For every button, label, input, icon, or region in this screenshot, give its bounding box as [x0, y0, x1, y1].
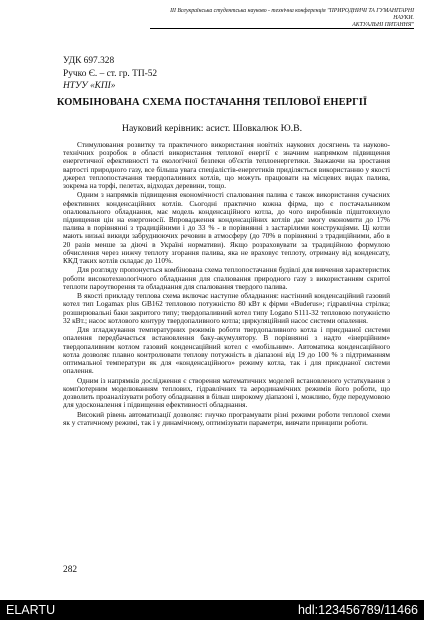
paragraph-6: Одним із напрямків дослідження є створення математичних моделей встановленого устаткування з комп'ютерним моделюванням теплових, гідравлічних та аеродинамічних режимів його роботи, що дозволить проаналізувати роботу обладнання в більш широкому діапазоні і, можливо, буде передумовою для удосконалення і підвищення ефективності обладнання. — [63, 375, 390, 410]
article-meta — [63, 55, 157, 93]
page-number: 282 — [63, 565, 78, 575]
conference-header-line-2: АКТУАЛЬНІ ПИТАННЯ" — [352, 21, 414, 28]
supervisor-line: Науковий керівник: асист. Шовкалюк Ю.В. — [121, 123, 303, 134]
paragraph-7: Високий рівень автоматизації дозволяє: гнучко програмувати різні режими роботи теплової схеми як у статичному режимі, так і у динамічному, оптимізувати параметри, вивчати принципи роботи. — [63, 409, 390, 427]
paragraph-1: Стимулювання розвитку та практичного використання новітніх наукових досягнень та науково-технічних розробок в області використання теплової енергії є значним напрямком підвищення енергетичної ефективності та екологічної безпеки об'єктів теплоенергетики. Зважаючи на зростання вартості природного газу, все більша увага спеціалістів-енергетиків приділяється використанню у якості джерел теплопостачання твердопаливних котлів, що можуть працювати на місцевих видах палива, зокрема на торфі, пелетах, відходах деревини, тощо. — [63, 140, 390, 191]
article-title: КОМБІНОВАНА СХЕМА ПОСТАЧАННЯ ТЕПЛОВОЇ ЕНЕРГІЇ — [56, 97, 368, 108]
paragraph-2: Одним з напрямків підвищення економічності спалювання палива є також використання сучасних ефективних конденсаційних котлів. Сьогодні практично кожна фірма, що є постачальником опалювального обладнання, має модель конденсаційного котла, до чого виробників підштовхнуло підвищення цін на енергоносії. Впровадження конденсаційних котлів дає змогу економити до 17% палива в порівнянні з традиційними і до 33 % - в порівнянні з застарілими конструкціями. Ці котли мають низькі викиди забруднюючих речовин в атмосферу (до 70% в порівнянні з традиційними, або в 20 разів менше за діючі в Україні нормативи). Якщо розраховувати за традиційною формулою обчислення через нижчу теплоту згорання палива, яка не враховує теплоту, отриману від конденсату, ККД таких котлів складає до 110%. — [63, 190, 390, 266]
conference-header — [150, 8, 414, 29]
paragraph-4: В якості прикладу теплова схема включає наступне обладнання: настінний конденсаційний газовий котел тип Logamax plus GB162 тепловою потужністю 80 кВт к фірми «Buderus»; гідравлічна стрілка; розширювальні баки закритого типу; твердопаливний котел типу Logano S111-32 тепловою потужністю 32 кВт.; насос котлового контуру твердопаливного котла; циркуляційний насос системи опалення. — [63, 291, 390, 325]
author-line: Ручко Є. – ст. гр. ТП-52 — [63, 68, 158, 79]
conference-header-line-1: ІІІ Всеукраїнська студентська науково - технічна конференція "ПРИРОДНИЧІ ТА ГУМАНІТАРНІ НАУКИ. — [170, 8, 414, 21]
repository-name: ELARTU — [6, 603, 56, 617]
paragraph-3: Для розгляду пропонується комбінована схема теплопостачання будівлі для вивчення характеристик роботи високотехнологічного обладнання для спалювання природного газу з використанням скритої теплоти пароутворення та обладнання для спалювання твердого палива. — [63, 265, 390, 291]
handle-id: hdl:123456789/11466 — [297, 603, 418, 617]
article-body — [63, 141, 390, 428]
repository-footer — [0, 600, 424, 620]
institution: НТУУ «КПІ» — [63, 81, 116, 92]
paragraph-5: Для згладжування температурних режимів роботи твердопаливного котла і приєднаної системи опалення передбачається встановлення баку-акумулятору. В порівнянні з надто «інерційним» твердопаливним котлом газовий конденсаційний котел є «мобільним». Автоматика конденсаційного котла дозволяє плавно контролювати теплову потужність в діапазоні від 19 до 100 % з підтриманням оптимальної температури як для «конденсаційного» режиму котла, так і для приєднаної системи опалення. — [63, 325, 390, 376]
udc-code: УДК 697.328 — [63, 56, 115, 66]
